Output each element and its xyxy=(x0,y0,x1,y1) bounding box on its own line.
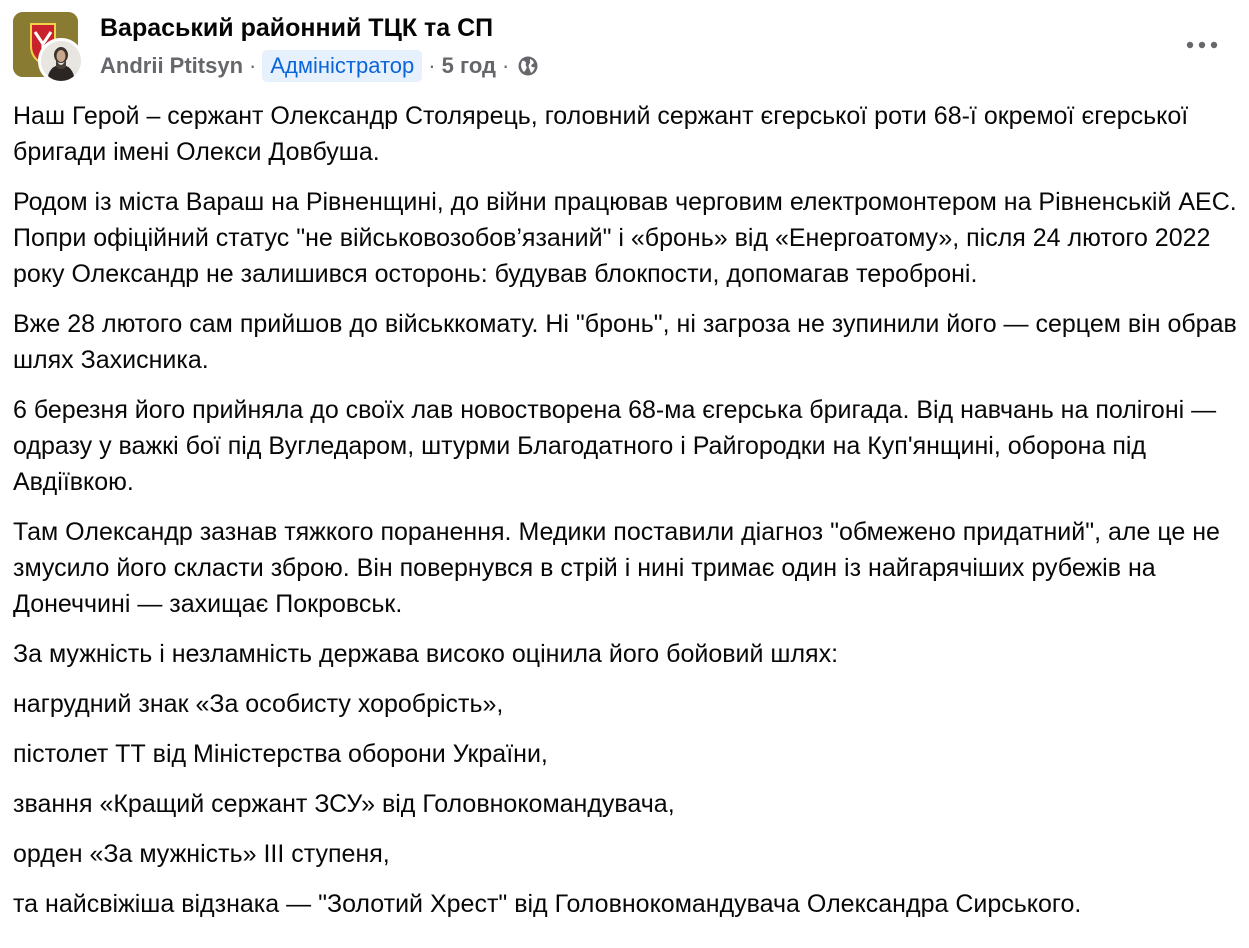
person-avatar-icon xyxy=(41,41,81,81)
post-paragraph: Там Олександр зазнав тяжкого поранення. Медики поставили діагноз "обмежено придатний", але це не змусило його скласти зброю. Він повернувся в стрій і нині тримає один із найгарячіших рубежів на Донеччині — захищає Покровськ. xyxy=(13,518,1220,618)
meta-separator: · xyxy=(501,53,510,78)
meta-separator: · xyxy=(428,53,436,78)
role-badge: Адміністратор xyxy=(262,50,422,82)
post-time[interactable]: 5 год xyxy=(441,53,496,78)
post-paragraph: Наш Герой – сержант Олександр Столярець, головний сержант єгерської роти 68-ї окремої єгерської бригади імені Олекси Довбуша. xyxy=(13,102,1189,166)
post-paragraph: 6 березня його прийняла до своїх лав новостворена 68-ма єгерська бригада. Від навчань на полігоні — одразу у важкі бої під Вугледаром, штурми Благодатного і Райгородки на Куп'янщині, оборона під Авдіївкою. xyxy=(13,396,1217,496)
post-paragraph: та найсвіжіша відзнака — "Золотий Хрест" від Головнокомандувача Олександра Сирського. xyxy=(13,890,1082,918)
author-name[interactable]: Andrii Ptitsyn xyxy=(100,53,244,78)
post-paragraph: нагрудний знак «За особисту хоробрість», xyxy=(13,690,504,718)
more-horizontal-icon xyxy=(1186,41,1218,49)
post-paragraph: Вже 28 лютого сам прийшов до військкомату. Ні "бронь", ні загроза не зупинили його — серцем він обрав шлях Захисника. xyxy=(13,310,1237,374)
post-meta xyxy=(100,48,539,84)
post-paragraph: орден «За мужність» III ступеня, xyxy=(13,840,390,868)
post-body xyxy=(13,98,1238,936)
post-paragraph: За мужність і незламність держава високо оцінила його бойовий шлях: xyxy=(13,640,839,668)
user-avatar[interactable] xyxy=(38,38,84,84)
post-paragraph: Родом із міста Вараш на Рівненщині, до війни працював черговим електромонтером на Рівненській АЕС. Попри офіційний статус "не військовозобов’язаний" і «бронь» від «Енергоатому», після 24 лютого 2022 року Олександр не залишився осторонь: будував блокпости, допомагав тероброні. xyxy=(13,188,1237,288)
post-paragraph: пістолет ТТ від Міністерства оборони України, xyxy=(13,740,548,768)
post-paragraph: звання «Кращий сержант ЗСУ» від Головнокомандувача, xyxy=(13,790,675,818)
group-name[interactable]: Вараський районний ТЦК та СП xyxy=(100,14,494,42)
globe-icon[interactable] xyxy=(517,55,539,77)
post-header xyxy=(0,0,1249,92)
meta-separator: · xyxy=(249,53,257,78)
more-options-button[interactable] xyxy=(1178,28,1226,62)
